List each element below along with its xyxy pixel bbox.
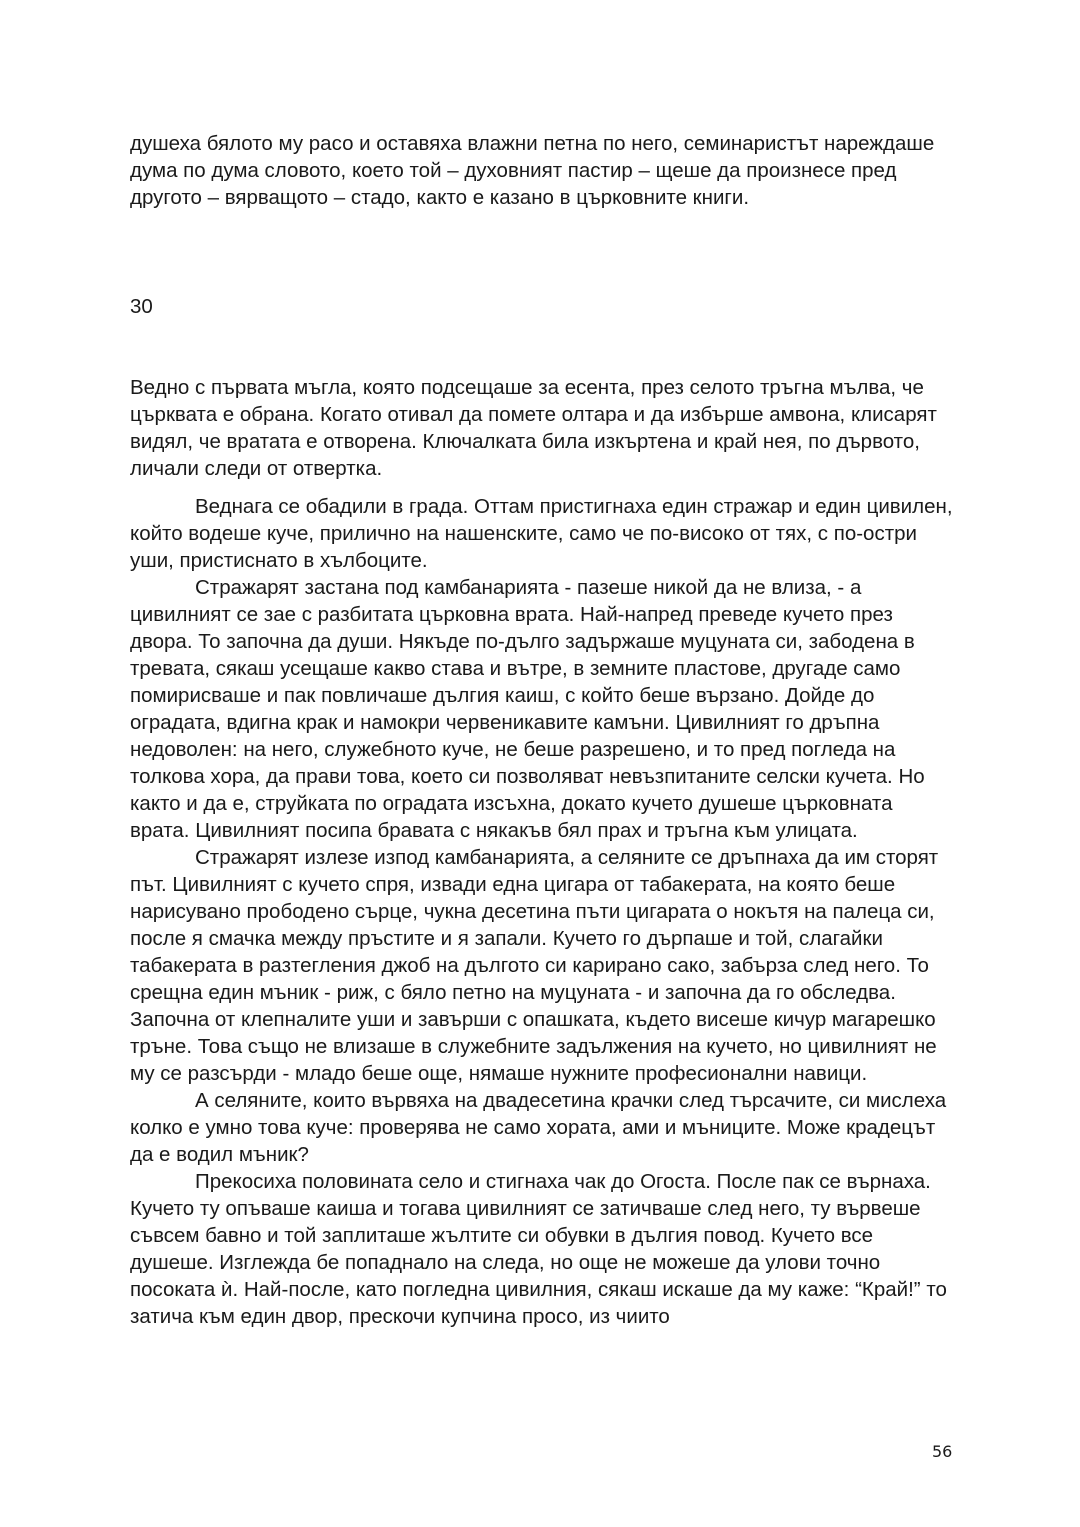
paragraph-text: душеха бялото му расо и оставяха влажни петна по него, семинаристът нареждаше дума по дума словото, което той – духовният пастир – щеше да произнесе пред другото – вярващото – стадо, както е казано в църковните книги. (130, 132, 935, 209)
paragraph: Стражарят застана под камбанарията - пазеше никой да не влиза, - а цивилният се зае с разбитата църковна врата. Най-напред преведе кучето през двора. То започна да души. Някъде по-дълго задържаше муцуната си, забодена в тревата, сякаш усещаше какво става и вътре, в земните пластове, другаде само помирисваше и пак повличаше дългия каиш, с който беше вързано. Дойде до оградата, вдигна крак и намокри червеникавите камъни. Цивилният го дръпна недоволен: на него, служебното куче, не беше разрешено, и то пред погледа на толкова хора, да прави това, което си позволяват невъзпитаните селски кучета. Но както и да е, струйката по оградата изсъхна, докато кучето душеше църковната врата. Цивилният посипа бравата с някакъв бял прах и тръгна към улицата. (130, 576, 925, 842)
paragraph: А селяните, които вървяха на двадесетина крачки след търсачите, си мислеха колко е умно това куче: проверява не само хората, ами и мъниците. Може крадецът да е водил мъник? (130, 1089, 947, 1166)
chapter-body (130, 374, 955, 1330)
chapter-number: 30 (130, 295, 153, 318)
page-number: 56 (932, 1442, 953, 1461)
paragraph: Прекосиха половината село и стигнаха чак до Огоста. После пак се върнаха. Кучето ту опъваше каиша и тогава цивилният се затичваше след него, ту вървеше съвсем бавно и той заплиташе жълтите си обувки в дългия повод. Кучето все душеше. Изглежда бе попаднало на следа, но още не можеше да улови точно посоката ѝ. Най-после, като погледна цивилния, сякаш искаше да му каже: “Край!” то затича към един двор, прескочи купчина просо, из чиито (130, 1170, 947, 1328)
paragraph: Ведно с първата мъгла, която подсещаше за есента, през селото тръгна мълва, че църквата е обрана. Когато отивал да помете олтара и да избърше амвона, клисарят видял, че вратата е отворена. Ключалката била изкъртена и край нея, по дървото, личали следи от отвертка. (130, 376, 937, 480)
continued-paragraph (130, 130, 955, 211)
paragraph: Стражарят излезе изпод камбанарията, а селяните се дръпнаха да им сторят път. Цивилният с кучето спря, извади една цигара от табакерата, на която беше нарисувано прободено сърце, чукна десетина пъти цигарата о нокътя на палеца си, после я смачка между пръстите и я запали. Кучето го дърпаше и той, слагайки табакерата в разтегления джоб на дългото си карирано сако, забърза след него. То срещна един мъник - риж, с бяло петно на муцуната - и започна да го обследва. Започна от клепналите уши и завърши с опашката, където висеше кичур магарешко тръне. Това също не влизаше в служебните задължения на кучето, но цивилният не му се разсърди - младо беше още, нямаше нужните професионални навици. (130, 846, 939, 1085)
paragraph: Веднага се обадили в града. Оттам пристигнаха един стражар и един цивилен, който водеше куче, прилично на нашенските, само че по-високо от тях, с по-остри уши, пристиснато в хълбоците. (130, 495, 953, 572)
